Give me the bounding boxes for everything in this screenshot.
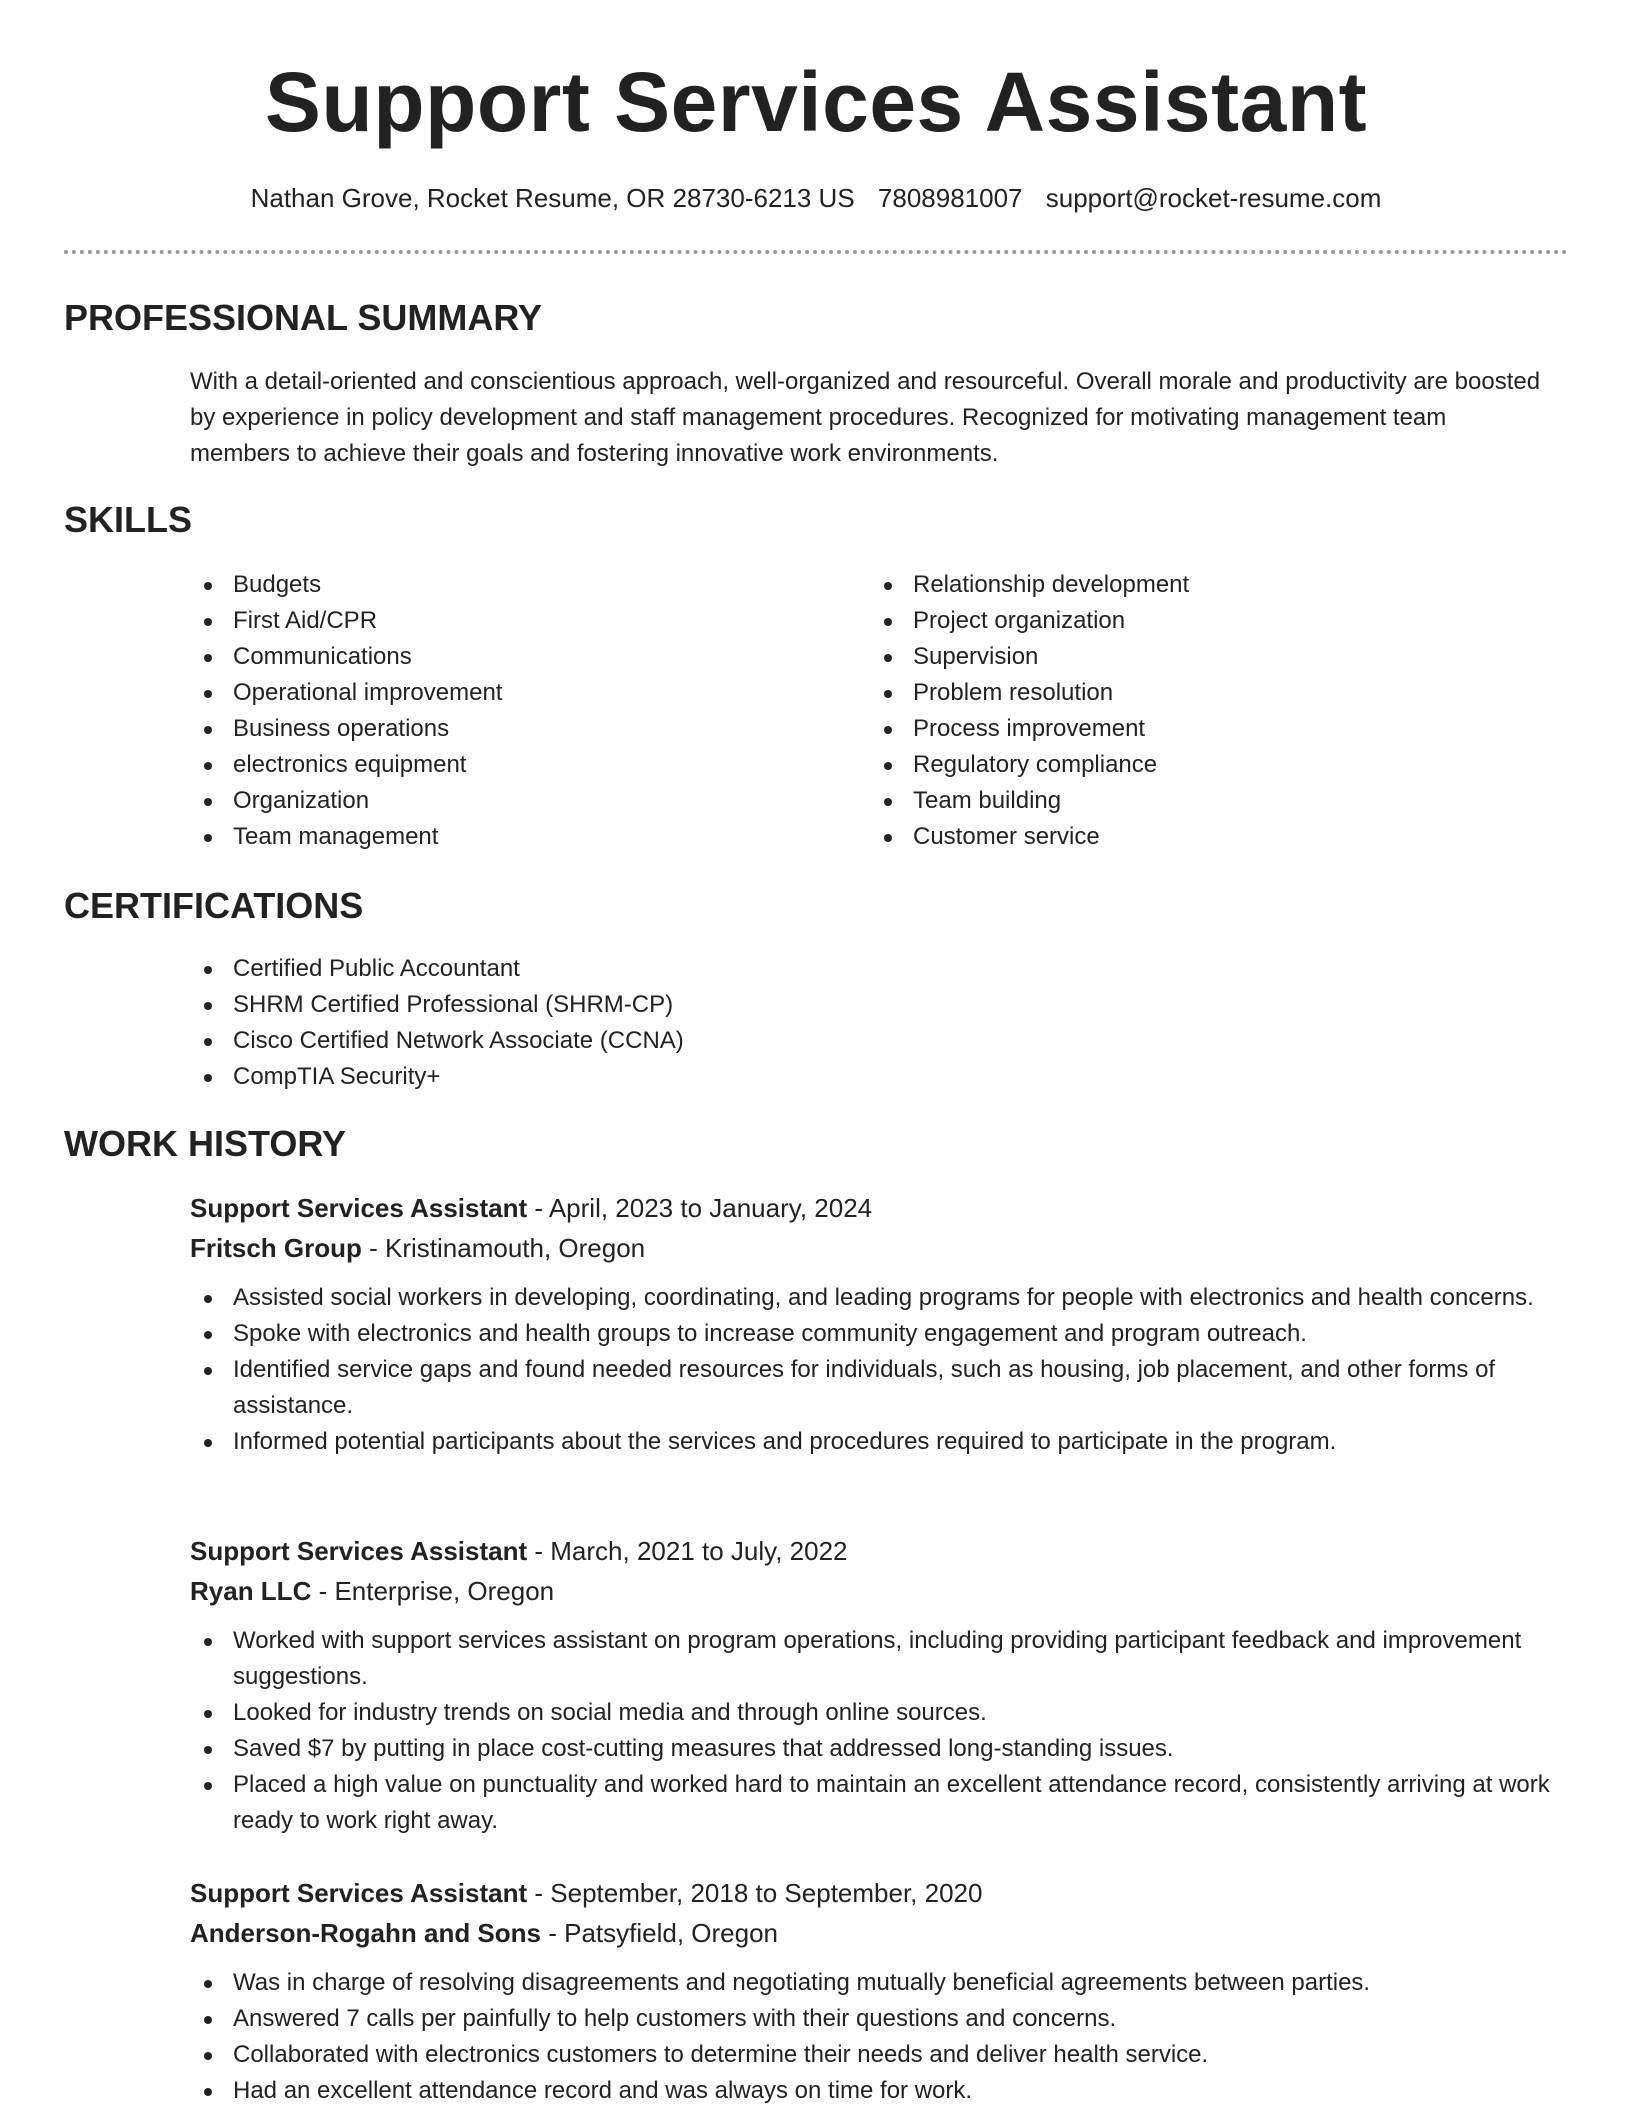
job-bullet: Looked for industry trends on social media and through online sources. [190, 1695, 1550, 1731]
job-title: Support Services Assistant [190, 1878, 528, 1908]
skill-item: Regulatory compliance [870, 747, 1490, 783]
job-bullet: Worked with support services assistant on program operations, including providing participant feedback and improvement suggestions. [190, 1623, 1550, 1695]
job-bullet: Assisted social workers in developing, coordinating, and leading programs for people with electronics and health concerns. [190, 1280, 1550, 1316]
resume-title: Support Services Assistant [264, 55, 1368, 149]
job-company: Anderson-Rogahn and Sons [190, 1918, 541, 1948]
skill-item: Budgets [190, 567, 810, 603]
certifications-heading: CERTIFICATIONS [64, 885, 364, 926]
certifications-list [190, 951, 1490, 1095]
job-location: - Enterprise, Oregon [311, 1576, 555, 1606]
certification-item: Certified Public Accountant [190, 951, 1490, 987]
job-bullet: Collaborated with electronics customers to determine their needs and deliver health service. [190, 2037, 1550, 2073]
job-entry [190, 1531, 1550, 1839]
skill-item: First Aid/CPR [190, 603, 810, 639]
job-bullet: Spoke with electronics and health groups to increase community engagement and program outreach. [190, 1316, 1550, 1352]
job-title-line [190, 1188, 1550, 1228]
job-bullet: Informed potential participants about the services and procedures required to participate in the program. [190, 1424, 1550, 1460]
job-bullets [190, 1623, 1550, 1839]
job-dates: - September, 2018 to September, 2020 [527, 1878, 983, 1908]
job-company-line [190, 1913, 1550, 1953]
job-bullet: Had an excellent attendance record and was always on time for work. [190, 2073, 1550, 2109]
job-bullet: Identified service gaps and found needed resources for individuals, such as housing, job placement, and other forms of assistance. [190, 1352, 1550, 1424]
job-company-line [190, 1228, 1550, 1268]
job-entry [190, 1188, 1550, 1460]
certification-item: SHRM Certified Professional (SHRM-CP) [190, 987, 1490, 1023]
job-dates: - April, 2023 to January, 2024 [527, 1193, 873, 1223]
skills-heading: SKILLS [64, 499, 193, 540]
skill-item: Team building [870, 783, 1490, 819]
skill-item: electronics equipment [190, 747, 810, 783]
job-title: Support Services Assistant [190, 1193, 528, 1223]
job-bullets [190, 1965, 1550, 2109]
job-title-line [190, 1873, 1550, 1913]
work-history-heading: WORK HISTORY [64, 1123, 347, 1164]
job-company: Ryan LLC [190, 1576, 312, 1606]
job-title: Support Services Assistant [190, 1536, 528, 1566]
contact-line [0, 180, 1632, 216]
summary-heading: PROFESSIONAL SUMMARY [64, 297, 543, 338]
job-entry [190, 1873, 1550, 2109]
skill-item: Communications [190, 639, 810, 675]
certification-item: Cisco Certified Network Associate (CCNA) [190, 1023, 1490, 1059]
skill-item: Project organization [870, 603, 1490, 639]
contact-address: Nathan Grove, Rocket Resume, OR 28730-6213 US [250, 183, 855, 213]
job-dates: - March, 2021 to July, 2022 [527, 1536, 848, 1566]
skill-item: Customer service [870, 819, 1490, 855]
certification-item: CompTIA Security+ [190, 1059, 1490, 1095]
skill-item: Relationship development [870, 567, 1490, 603]
skill-item: Organization [190, 783, 810, 819]
job-company-line [190, 1571, 1550, 1611]
contact-phone: 7808981007 [877, 183, 1023, 213]
job-bullet: Placed a high value on punctuality and worked hard to maintain an excellent attendance record, consistently arriving at work ready to work right away. [190, 1767, 1550, 1839]
skill-item: Operational improvement [190, 675, 810, 711]
header-divider [64, 250, 1568, 254]
job-bullet: Was in charge of resolving disagreements and negotiating mutually beneficial agreements between parties. [190, 1965, 1550, 2001]
job-bullet: Saved $7 by putting in place cost-cutting measures that addressed long-standing issues. [190, 1731, 1550, 1767]
contact-email: support@rocket-resume.com [1045, 183, 1382, 213]
job-company: Fritsch Group [190, 1233, 362, 1263]
skill-item: Problem resolution [870, 675, 1490, 711]
skills-list-right [870, 567, 1490, 855]
summary-text: With a detail-oriented and conscientious approach, well-organized and resourceful. Overall morale and productivity are boosted by experience in policy development and staff management procedures. Recognized for motivating management team members to achieve their goals and fostering innovative work environments. [190, 368, 1541, 467]
job-location: - Patsyfield, Oregon [541, 1918, 778, 1948]
skill-item: Team management [190, 819, 810, 855]
job-bullets [190, 1280, 1550, 1460]
skill-item: Business operations [190, 711, 810, 747]
job-location: - Kristinamouth, Oregon [361, 1233, 646, 1263]
job-bullet: Answered 7 calls per painfully to help customers with their questions and concerns. [190, 2001, 1550, 2037]
skill-item: Process improvement [870, 711, 1490, 747]
job-title-line [190, 1531, 1550, 1571]
skill-item: Supervision [870, 639, 1490, 675]
skills-list-left [190, 567, 810, 855]
